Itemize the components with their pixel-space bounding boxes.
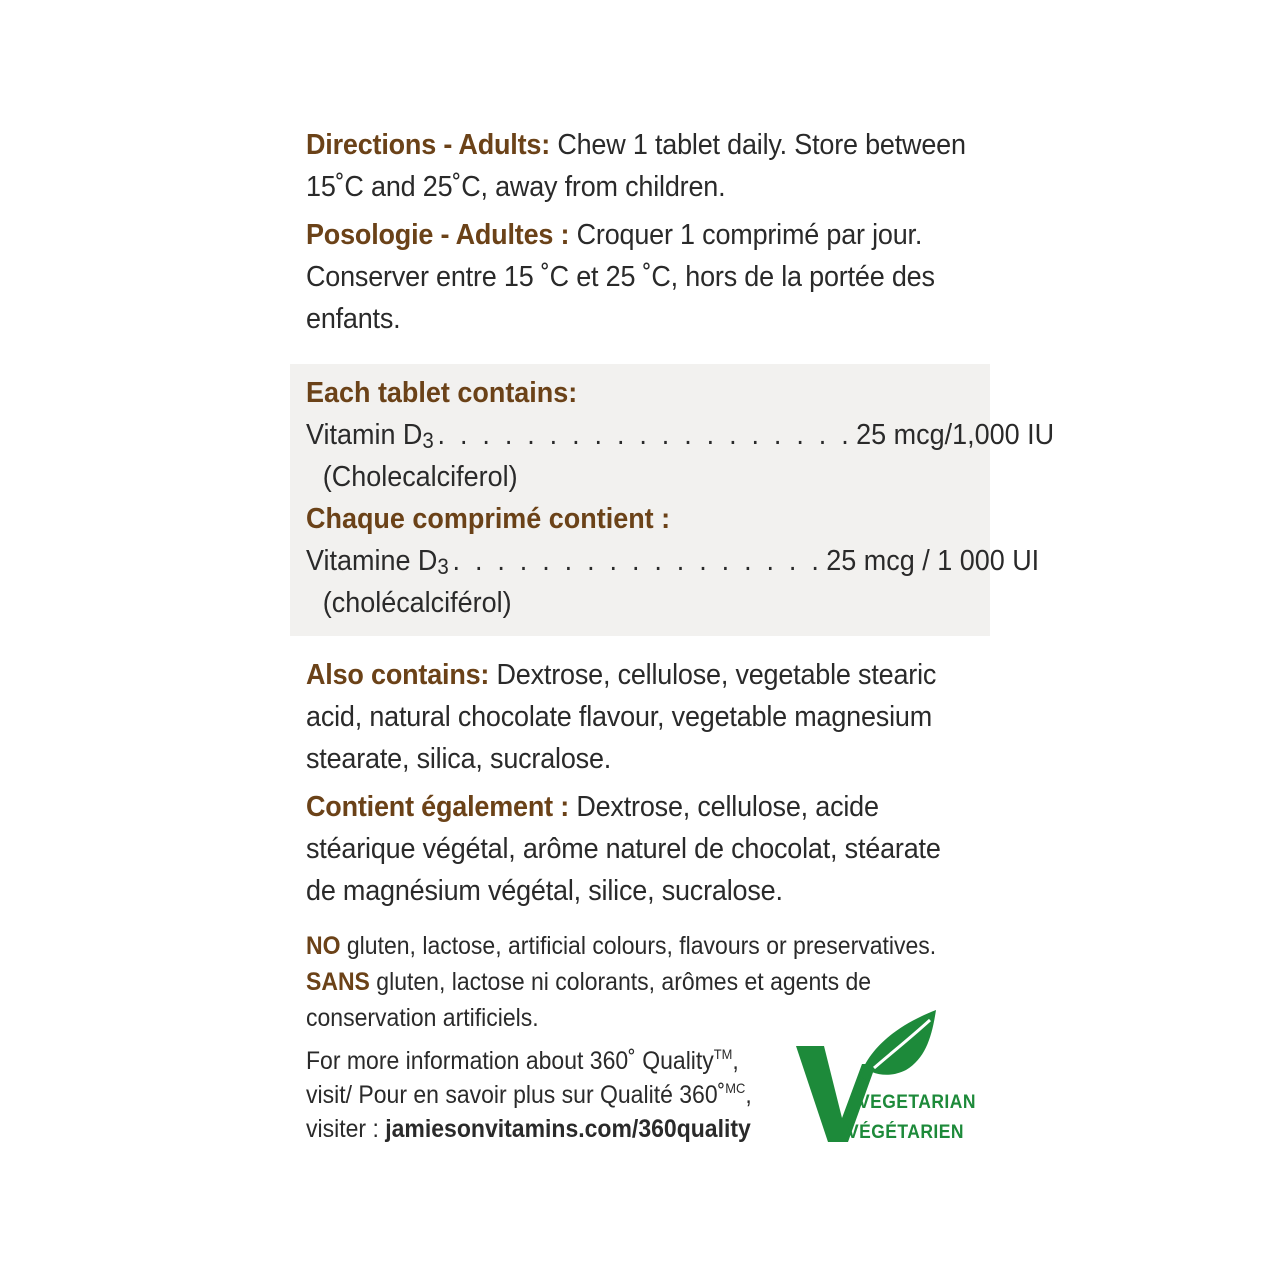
ingredient-source-en: (Cholecalciferol) [322,461,518,493]
ingredient-name-fr [306,540,449,582]
vegetarian-fr-text: VÉGÉTARIEN [847,1122,964,1143]
ingredient-row-en [306,414,1055,456]
ingredient-name-en-subscript: 3 [422,428,434,453]
also-contains-fr-text: Dextrose, cellulose, acide stéarique végétal, arôme naturel de chocolat, stéarate de magnésium végétal, silice, sucralose. [306,791,941,907]
dot-leader-en: . . . . . . . . . . . . . . . . . . . [437,419,853,451]
quality-info-line2-end: , [745,1081,752,1109]
ingredient-row-fr [306,540,1040,582]
trademark-mark: TM [713,1046,733,1062]
quality-info-line1 [306,1044,821,1078]
quality-info-line1-text: For more information about 360˚ Quality [306,1047,714,1075]
medicinal-ingredients-box [290,364,1055,636]
ingredient-source-fr: (cholécalciférol) [322,587,512,619]
non-medicinal-section [306,654,1026,912]
free-of-en [306,928,987,964]
quality-info-line3-text: visiter : [306,1115,386,1143]
directions-en-text: Chew 1 tablet daily. Store between 15˚C and 25˚C, away from children. [306,129,966,203]
vegetarian-en-text: VEGETARIAN [858,1092,976,1113]
also-contains-en [306,654,957,780]
ingredient-name-en-text: Vitamin D [306,419,423,451]
ingredient-amount-fr: 25 mcg / 1 000 UI [826,545,1040,577]
ingredient-amount-en: 25 mcg/1,000 IU [856,419,1055,451]
directions-fr-heading: Posologie - Adultes : [306,219,570,251]
also-contains-en-text: Dextrose, cellulose, vegetable stearic acid, natural chocolate flavour, vegetable magnesium stearate, silica, sucralose. [306,659,937,775]
free-of-fr-prefix: SANS [306,968,370,996]
dot-leader-fr: . . . . . . . . . . . . . . . . . [452,545,823,577]
quality-info-line1-end: , [732,1047,739,1075]
quality-info-line2-text: visit/ Pour en savoir plus sur Qualité 360˚ [306,1081,726,1109]
contents-fr-heading: Chaque comprimé contient : [306,503,671,535]
directions-fr [306,214,994,340]
vegetarian-badge [790,1006,990,1156]
also-contains-en-heading: Also contains: [306,659,490,691]
directions-en-heading: Directions - Adults: [306,129,551,161]
directions-fr-text: Croquer 1 comprimé par jour. Conserver entre 15 ˚C et 25 ˚C, hors de la portée des enfants. [306,219,935,335]
directions-en [306,124,994,208]
ingredient-name-en [306,414,434,456]
quality-url-link[interactable]: jamiesonvitamins.com/360quality [385,1115,751,1143]
quality-info [306,1044,821,1146]
quality-info-line2 [306,1078,821,1112]
also-contains-fr-heading: Contient également : [306,791,570,823]
free-of-fr-text: gluten, lactose ni colorants, arômes et agents de conservation artificiels. [306,968,872,1032]
contents-en-heading: Each tablet contains: [306,377,578,409]
directions-section [306,124,996,340]
ingredient-name-fr-text: Vitamine D [306,545,438,577]
medicinal-ingredients [306,372,1055,624]
marque-de-commerce-mark: MC [725,1080,746,1096]
free-of-en-text: gluten, lactose, artificial colours, flavours or preservatives. [340,932,937,960]
also-contains-fr [306,786,976,912]
quality-info-line3 [306,1112,821,1146]
ingredient-name-fr-subscript: 3 [437,554,449,579]
free-of-en-prefix: NO [306,932,341,960]
